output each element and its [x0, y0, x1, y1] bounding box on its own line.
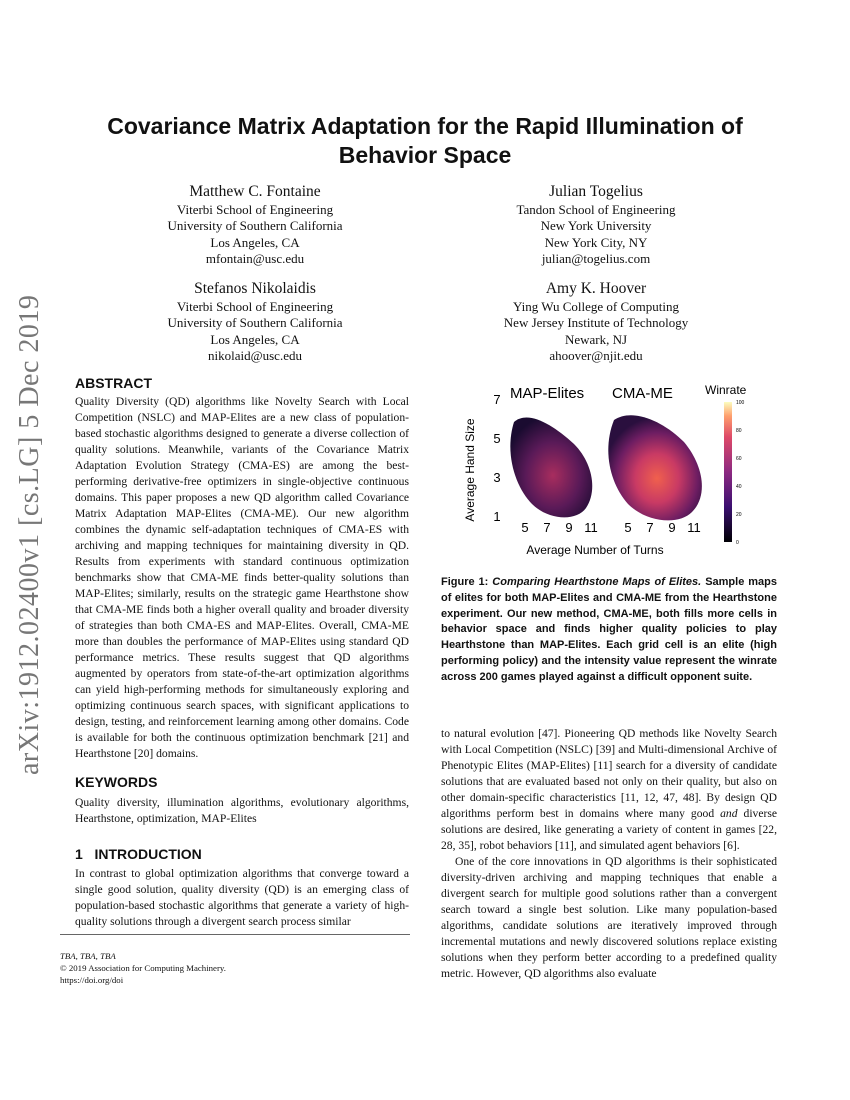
x-tick-label: 11	[584, 520, 598, 535]
colorbar-tick-label: 40	[736, 484, 742, 490]
keywords-body: Quality diversity, illumination algorithms, evolutionary algorithms, Hearthstone, optimization, MAP-Elites	[75, 796, 409, 825]
author-location: Newark, NJ	[564, 331, 628, 347]
heatmap-cells-cma-me	[608, 415, 702, 520]
x-tick-label: 5	[624, 520, 632, 535]
x-tick-label: 11	[687, 520, 701, 535]
caption-label: Figure 1:	[441, 576, 489, 588]
introduction-body: In contrast to global optimization algorithms that converge toward a single good solution, quality diversity (QD) is an emerging class of population-based stochastic algorithms that generate a variety of high-quality solutions through a divergent search process similar	[75, 867, 409, 928]
caption-title: Comparing Hearthstone Maps of Elites.	[492, 576, 702, 588]
paragraph: One of the core innovations in QD algorithms is their sophisticated diversity-driven archiving and mapping techniques that enable a divergent search for multiple good solutions rather than a convergent search toward a single best solution. Like many population-based algorithms, candidate solutions are iteratively improved through incremental mutations and newly discovered solutions replace existing solutions when they perform better according to a predefined quality metric. However, QD algorithms also evaluate	[441, 855, 777, 980]
figure-caption	[441, 575, 777, 686]
chart-title-right: CMA-ME	[612, 385, 673, 402]
y-tick-label: 5	[493, 431, 501, 446]
y-axis-label: Average Hand Size	[463, 418, 477, 522]
colorbar-tick-label: 0	[736, 540, 739, 546]
colorbar-tick-label: 100	[736, 400, 745, 406]
colorbar-label: Winrate	[705, 383, 747, 397]
footnote-venue: TBA, TBA, TBA	[60, 951, 116, 961]
author-email: julian@togelius.com	[541, 250, 651, 266]
footnote-rule	[60, 934, 410, 935]
footnote-doi: https://doi.org/doi	[60, 975, 124, 986]
footnote-copyright: © 2019 Association for Computing Machinery.	[60, 963, 226, 974]
author-location: Los Angeles, CA	[210, 234, 300, 250]
author-affiliation: New Jersey Institute of Technology	[503, 315, 689, 331]
y-tick-label: 3	[493, 470, 501, 485]
introduction-heading: 1 INTRODUCTION	[75, 846, 202, 862]
footnote	[60, 950, 400, 987]
author-email: ahoover@njit.edu	[549, 347, 643, 363]
chart-title-left: MAP-Elites	[510, 385, 585, 402]
author-affiliation: University of Southern California	[167, 218, 343, 234]
author-email: nikolaid@usc.edu	[208, 347, 302, 363]
author-affiliation: New York University	[540, 218, 652, 234]
author-affiliation: University of Southern California	[167, 315, 343, 331]
author-location: New York City, NY	[544, 234, 648, 250]
author-affiliation: Ying Wu College of Computing	[512, 299, 680, 314]
x-tick-label: 7	[646, 520, 654, 535]
colorbar-tick-label: 60	[736, 456, 742, 462]
y-tick-labels	[493, 392, 500, 524]
author-name: Matthew C. Fontaine	[189, 183, 321, 200]
author-affiliation: Viterbi School of Engineering	[176, 202, 334, 217]
author-affiliation: Tandon School of Engineering	[516, 202, 676, 217]
keywords-heading: KEYWORDS	[75, 774, 158, 790]
author-name: Stefanos Nikolaidis	[194, 280, 316, 297]
figure-heatmap	[452, 380, 782, 560]
author-affiliation: Viterbi School of Engineering	[176, 299, 334, 314]
x-tick-label: 9	[668, 520, 676, 535]
colorbar-tick-labels	[736, 400, 745, 546]
colorbar-tick-label: 80	[736, 428, 742, 434]
author-block	[105, 182, 405, 267]
x-axis-label: Average Number of Turns	[526, 543, 664, 557]
x-tick-labels	[521, 520, 700, 535]
author-block	[446, 279, 746, 364]
author-block	[446, 182, 746, 267]
y-tick-label: 1	[493, 509, 501, 524]
author-block	[105, 279, 405, 364]
author-location: Los Angeles, CA	[210, 331, 300, 347]
paragraph: to natural evolution [47]. Pioneering QD methods like Novelty Search with Local Competition (NSLC) [39] and Multi-dimensional Archive of Phenotypic Elites (MAP-Elites) [11] search for a diversity of candidate solutions that are evaluated based not only on their quality, but also on other domain-specific characteristics [11, 12, 47, 48]. By design QD algorithms perform best in domains where many good and diverse solutions are desired, like generating a variety of content in games [22, 28, 35], robot behaviors [11], and simulated agent behaviors [6].	[441, 727, 777, 852]
author-name: Amy K. Hoover	[545, 280, 647, 297]
y-tick-label: 7	[493, 392, 501, 407]
x-tick-label: 7	[543, 520, 551, 535]
x-tick-label: 9	[565, 520, 573, 535]
heatmap-cells-map-elites	[510, 418, 592, 518]
abstract-body: Quality Diversity (QD) algorithms like Novelty Search with Local Competition (NSLC) and MAP-Elites are a new class of population-based stochastic algorithms designed to generate a diverse collection of quality solutions. Meanwhile, variants of the Covariance Matrix Adaptation Evolution Strategy (CMA-ES) are among the best-performing derivative-free optimizers in single-objective continuous domains. This paper proposes a new QD algorithm called Covariance Matrix Adaptation MAP-Elites (CMA-ME). Our new algorithm combines the dynamic self-adaptation techniques of CMA-ES with archiving and mapping techniques for maintaining diversity in QD. Results from experiments with standard continuous optimization benchmarks show that CMA-ME finds better-quality solutions than MAP-Elites; similarly, results on the strategic game Hearthstone show that CMA-ME finds both a higher overall quality and broader diversity of strategies than both CMA-ES and MAP-Elites. Overall, CMA-ME more than doubles the performance of MAP-Elites using standard QD performance metrics. These results suggest that QD algorithms augmented by operators from state-of-the-art optimization algorithms can yield high-performing methods for simultaneously exploring and optimizing continuous search spaces, with significant applications to design, testing, and reinforcement learning among other domains. Code is available for both the continuous optimization benchmark [21] and Hearthstone [20] domains.	[75, 395, 409, 760]
author-name: Julian Togelius	[549, 183, 643, 200]
x-tick-label: 5	[521, 520, 529, 535]
author-email: mfontain@usc.edu	[205, 250, 305, 266]
right-column-body	[441, 726, 777, 982]
paper-title: Covariance Matrix Adaptation for the Rapid Illumination of Behavior Space	[107, 113, 743, 168]
colorbar-tick-label: 20	[736, 512, 742, 518]
abstract-heading: ABSTRACT	[75, 375, 152, 391]
colorbar	[724, 402, 732, 542]
caption-text: Sample maps of elites for both MAP-Elites and CMA-ME from the Hearthstone experiment. Our new method, CMA-ME, both fills more cells in behavior space and finds higher quality policies to play Hearthstone than MAP-Elites. Each grid cell is an elite (high performing policy) and the intensity value represent the winrate across 200 games played against a difficult opponent suite.	[441, 576, 777, 683]
